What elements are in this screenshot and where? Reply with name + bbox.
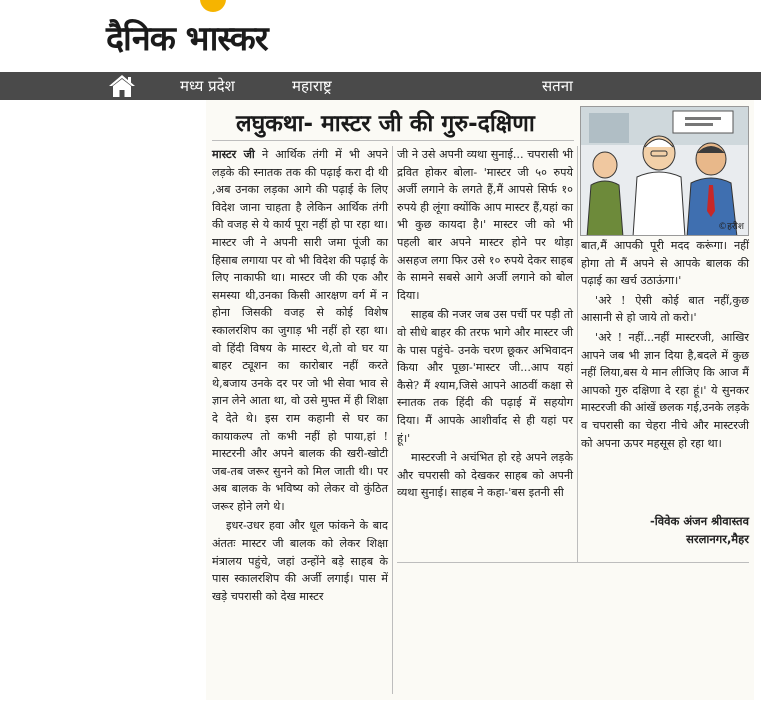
paragraph: मास्टर जी ने आर्थिक तंगी में भी अपने लड़के की स्नातक तक की पढ़ाई करा दी थी ,अब उनका लड़का आगे की पढ़ाई के लिए विदेश जाना चाहता है लेकिन आर्थिक तंगी की वजह से ये कार्य पूरा नहीं हो पा रहा था। मास्टर जी ने अपनी सारी जमा पूंजी का हिसाब लगाया पर वो भी विदेश की पढ़ाई के लिए नाकाफी था। मास्टर जी की एक और समस्या थी,उनका किसी आरक्षण वर्ग में न होना जिसकी वजह से कोई विशेष स्कालरशिप का जुगाड़ भी नहीं हो रहा था। वो हिंदी विषय के मास्टर थे,तो वो घर या बाहर ट्यूशन का कारोबार नहीं करते थे,बजाय उनके दर पर जो भी सेवा भाव से ज्ञान लेने आता था, वो उसे मुफ्त में ही शिक्षा दे देते थे। इस राम कहानी से घर का कायाकल्प तो कभी नहीं हो पाया,हां ! मास्टरनी और अपने बालक की खरी-खोटी जब-तब जरूर सुनने को मिल जाती थी। पर अब बालक के भविष्य को लेकर वो कुंठित जरूर होने लगे थे। [212, 148, 388, 513]
article-column-2 [397, 146, 573, 504]
cartoon-artist-credit: ©हरीश [718, 222, 744, 232]
paragraph: साहब की नजर जब उस पर्ची पर पड़ी तो वो सीधे बाहर की तरफ भागे और मास्टर जी के पास पहुंचे- उनके चरण छूकर अभिवादन किया और पूछा-'मास्टर जी...आप यहां कैसे? मैं श्याम,जिसे आपने आठवीं कक्षा से स्नातक तक हिंदी की पढ़ाई में सहयोग दिया। मैं आपके आशीर्वाद से ही यहां पर हूं।' [397, 308, 573, 445]
cartoon-illustration [580, 106, 749, 236]
paragraph: मास्टरजी ने अचंभित हो रहे अपने लड़के और चपरासी को देखकर साहब को अपनी व्यथा सुनाई। साहब ने कहा-'बस इतनी सी [397, 451, 573, 500]
column-divider-2 [577, 146, 578, 562]
home-icon[interactable] [108, 74, 136, 98]
logo-sun-icon [200, 0, 226, 12]
nav-item-satna[interactable]: सतना [542, 77, 573, 95]
site-logo[interactable]: दैनिक भास्कर [106, 19, 268, 59]
article-headline: लघुकथा- मास्टर जी की गुरु-दक्षिणा [236, 111, 535, 137]
nav-bar [0, 72, 761, 100]
paragraph: बात,मैं आपकी पूरी मदद करूंगा। नहीं होगा तो मैं अपने से आपके बालक की पढ़ाई का खर्च उठाऊंगा।' [581, 239, 749, 288]
nav-item-maharashtra[interactable]: महाराष्ट्र [292, 77, 332, 95]
column-divider-1 [392, 146, 393, 694]
masthead [0, 0, 761, 72]
lead-word: मास्टर जी [212, 148, 255, 161]
paragraph: जी ने उसे अपनी व्यथा सुनाई... चपरासी भी द्रवित होकर बोला- 'मास्टर जी ५० रुपये अर्जी लगाने के लगते हैं,मैं आपसे सिर्फ १० रुपये ही लूंगा क्योंकि आप मास्टर हैं,यहां का भी कुछ कायदा है।' मास्टर जी को भी पहली बार अपने मास्टर होने पर थोड़ा असहज लगा फिर उसे १० रुपये देकर साहब के सामने सबसे आगे अर्जी लगाने को बोल दिया। [397, 148, 573, 302]
headline-rule [212, 140, 574, 141]
paragraph: इधर-उधर हवा और धूल फांकने के बाद अंततः मास्टर जी बालक को लेकर शिक्षा मंत्रालय पहुंचे, जहां उन्होंने बड़े साहब के पास स्कालरशिप की अर्जी लगाई। पास में खड़े चपरासी को देख मास्टर [212, 519, 388, 603]
byline [581, 512, 749, 548]
byline-place: सरलानगर,मैहर [686, 532, 749, 546]
bottom-rule [397, 562, 749, 563]
article-column-1 [212, 146, 388, 607]
paragraph: 'अरे ! नहीं...नहीं मास्टरजी, आखिर आपने जब भी ज्ञान दिया है,बदले में कुछ नहीं लिया,बस ये मान लीजिए कि आज मैं आपको गुरु दक्षिणा दे रहा हूं।' ये सुनकर मास्टरजी की आंखें छलक गई,उनके लड़के व चपरासी का चेहरा नीचे और मास्टरजी को अपना ऊपर महसूस हो रहा था। [581, 330, 749, 450]
paragraph: 'अरे ! ऐसी कोई बात नहीं,कुछ आसानी से हो जाये तो करो।' [581, 293, 749, 325]
byline-author: -विवेक अंजन श्रीवास्तव [650, 514, 749, 528]
nav-item-madhya-pradesh[interactable]: मध्य प्रदेश [180, 77, 235, 95]
article-column-3 [581, 237, 749, 454]
